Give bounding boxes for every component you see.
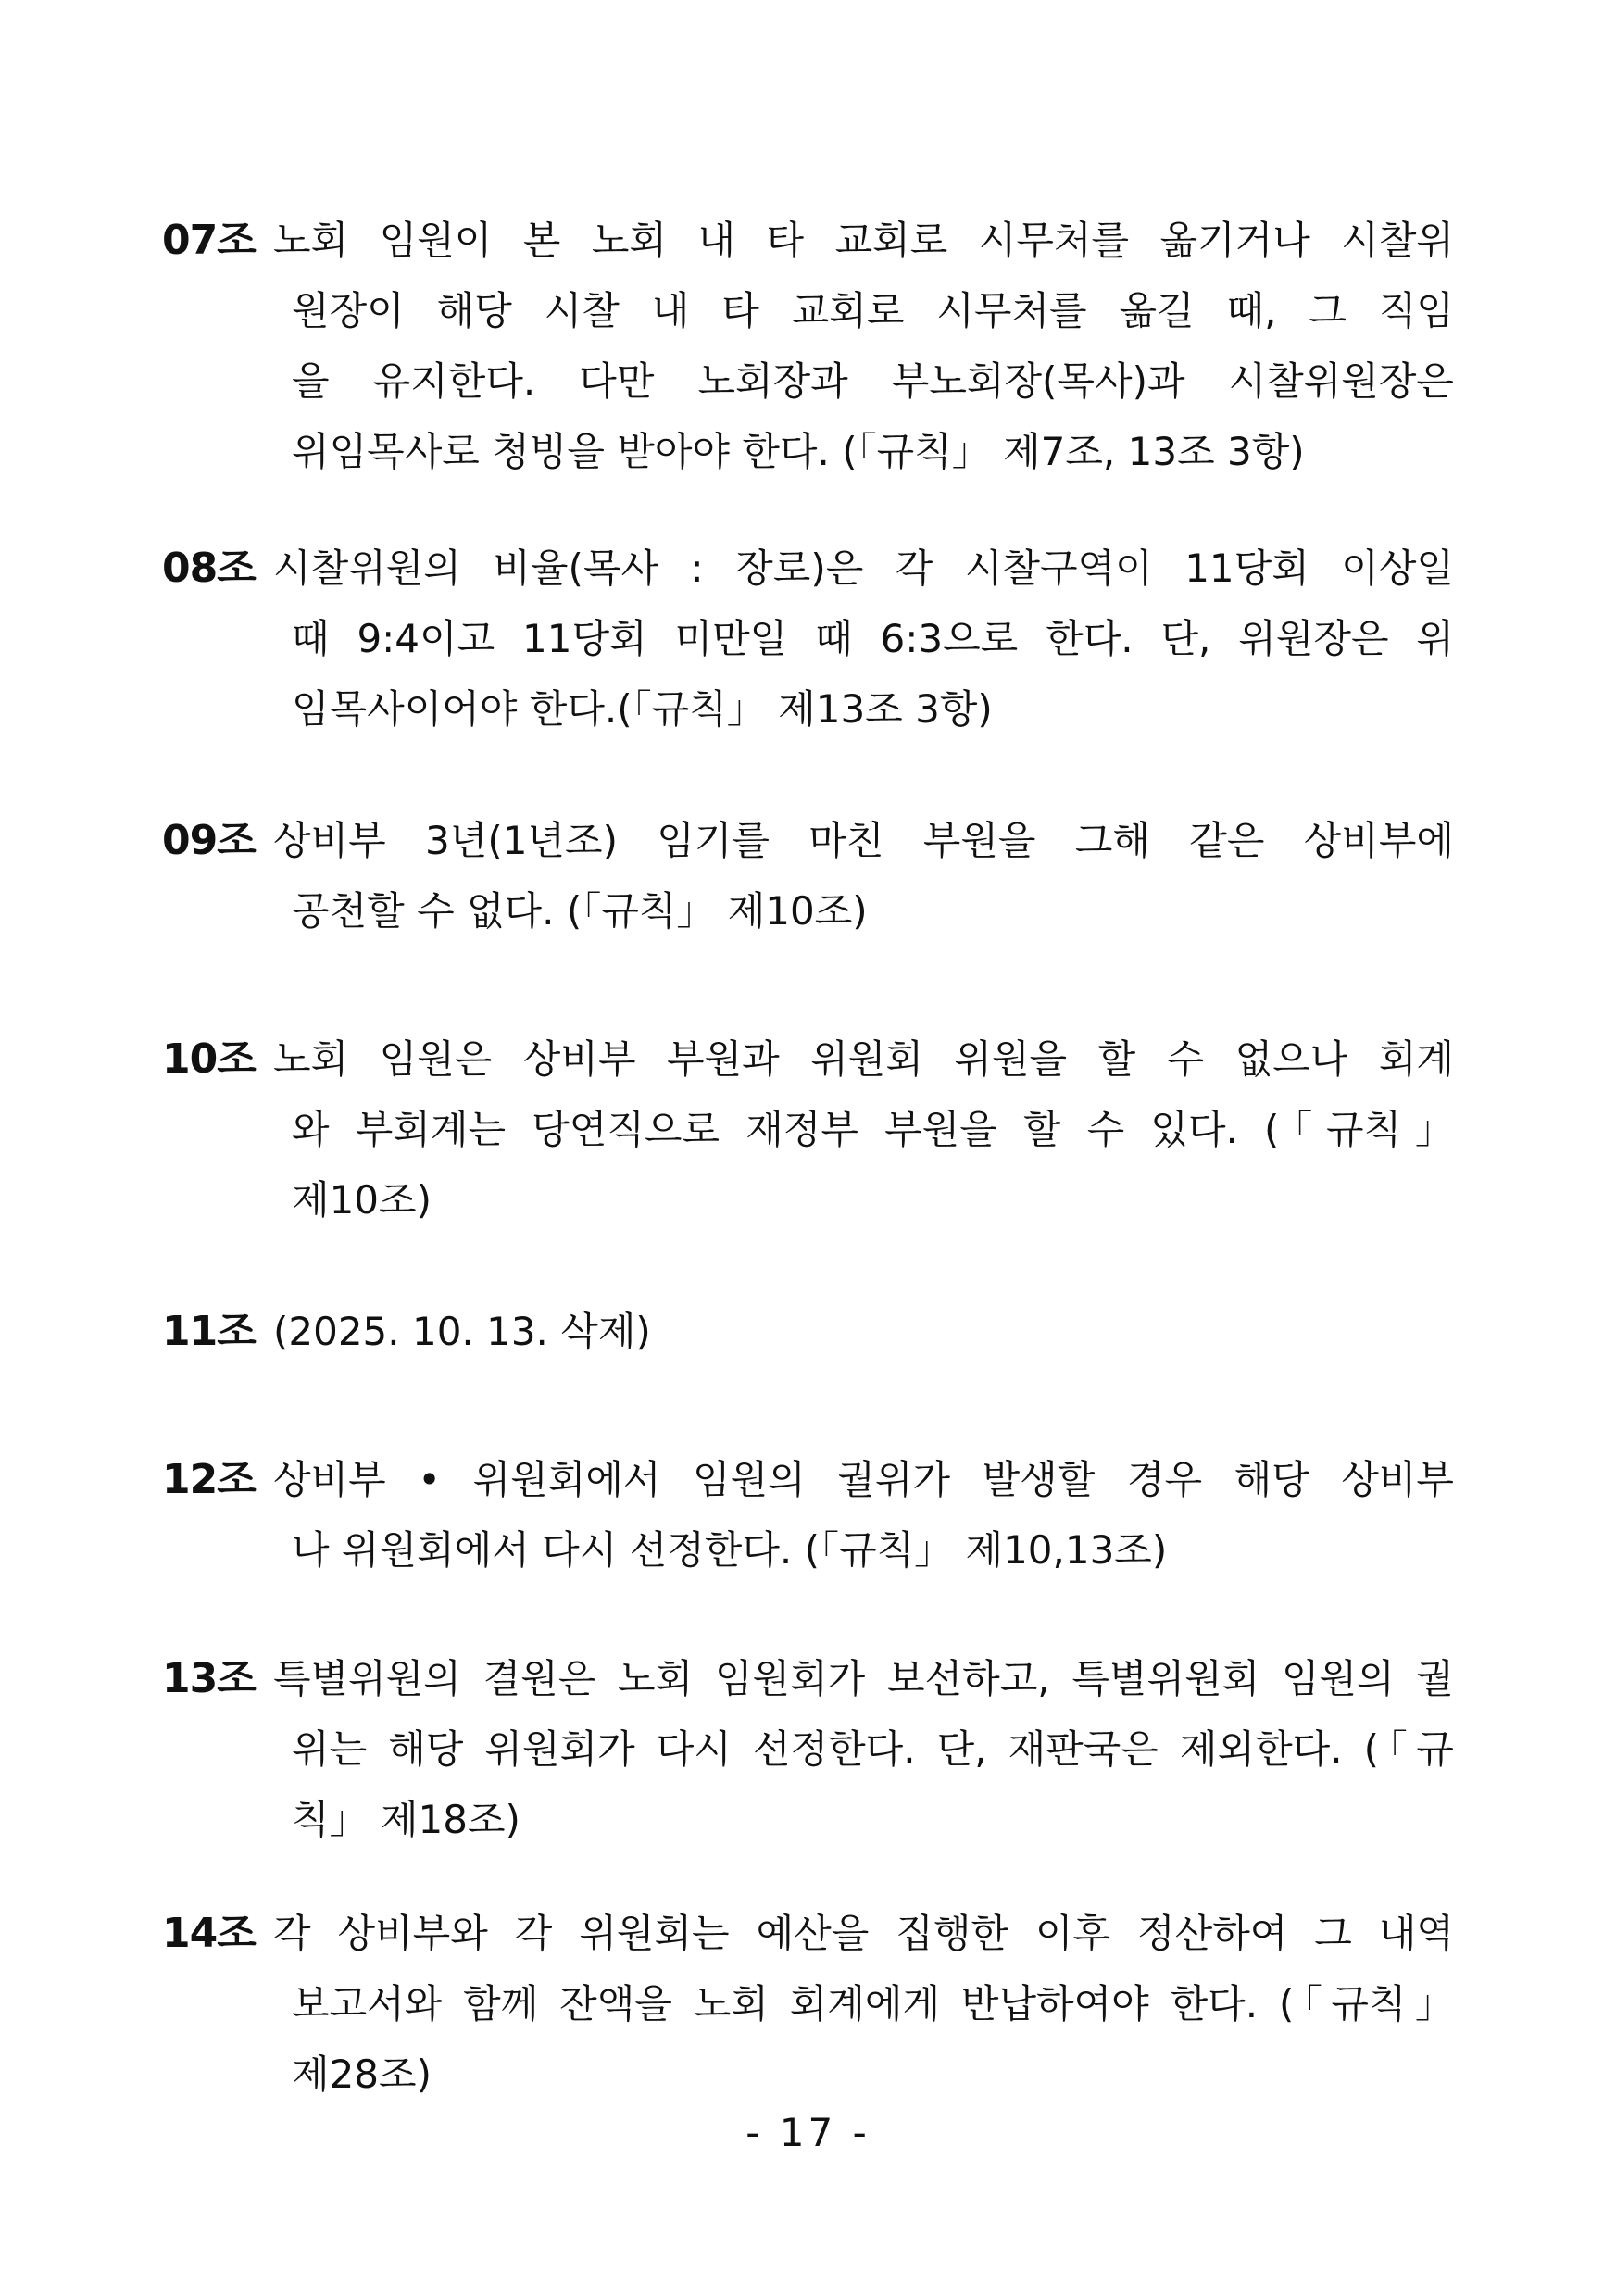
article-text-line: 와 부회계는 당연직으로 재정부 부원을 할 수 있다. (「규칙」 bbox=[292, 1107, 1454, 1152]
article-text-line: 노회 임원은 상비부 부원과 위원회 위원을 할 수 없으나 회계 bbox=[273, 1036, 1454, 1082]
article-text-line: 제28조) bbox=[292, 2051, 432, 2097]
article-text-line: 시찰위원의 비율(목사 : 장로)은 각 시찰구역이 11당회 이상일 bbox=[273, 546, 1454, 591]
article-text-line: 나 위원회에서 다시 선정한다. (「규칙」 제10,13조) bbox=[292, 1527, 1168, 1573]
article-text-line: (2025. 10. 13. 삭제) bbox=[273, 1309, 651, 1354]
article-number: 10조 bbox=[162, 1035, 256, 1083]
article-text-line: 상비부 • 위원회에서 임원의 궐위가 발생할 경우 해당 상비부 bbox=[273, 1457, 1454, 1502]
article-text-line: 원장이 해당 시찰 내 타 교회로 시무처를 옮길 때, 그 직임 bbox=[292, 288, 1454, 333]
article-number: 11조 bbox=[162, 1308, 256, 1355]
article-number: 08조 bbox=[162, 545, 256, 592]
article-text-line: 공천할 수 없다. (「규칙」 제10조) bbox=[292, 888, 868, 934]
article-text-line: 위임목사로 청빙을 받아야 한다. (「규칙」 제7조, 13조 3항) bbox=[292, 429, 1305, 474]
article-text-line: 특별위원의 결원은 노회 임원회가 보선하고, 특별위원회 임원의 궐 bbox=[273, 1656, 1454, 1701]
article-number: 12조 bbox=[162, 1456, 256, 1503]
article-text-line: 제10조) bbox=[292, 1177, 432, 1223]
article-text-line: 때 9:4이고 11당회 미만일 때 6:3으로 한다. 단, 위원장은 위 bbox=[292, 616, 1454, 661]
article-text-line: 칙」 제18조) bbox=[292, 1797, 520, 1842]
article-text-line: 임목사이어야 한다.(「규칙」 제13조 3항) bbox=[292, 686, 993, 732]
article-number: 09조 bbox=[162, 817, 256, 864]
page-number: - 17 - bbox=[745, 2110, 871, 2155]
article-number: 07조 bbox=[162, 217, 256, 264]
article-number: 14조 bbox=[162, 1910, 256, 1957]
article-text-line: 위는 해당 위원회가 다시 선정한다. 단, 재판국은 제외한다. (「규 bbox=[292, 1726, 1454, 1772]
article-text-line: 상비부 3년(1년조) 임기를 마친 부원을 그해 같은 상비부에 bbox=[273, 818, 1454, 863]
article-text-line: 을 유지한다. 다만 노회장과 부노회장(목사)과 시찰위원장은 bbox=[292, 358, 1454, 404]
article-text-line: 보고서와 함께 잔액을 노회 회계에게 반납하여야 한다. (「규칙」 bbox=[292, 1981, 1454, 2026]
article-text-line: 노회 임원이 본 노회 내 타 교회로 시무처를 옮기거나 시찰위 bbox=[273, 218, 1454, 263]
article-text-line: 각 상비부와 각 위원회는 예산을 집행한 이후 정산하여 그 내역 bbox=[273, 1911, 1454, 1956]
article-number: 13조 bbox=[162, 1655, 256, 1702]
